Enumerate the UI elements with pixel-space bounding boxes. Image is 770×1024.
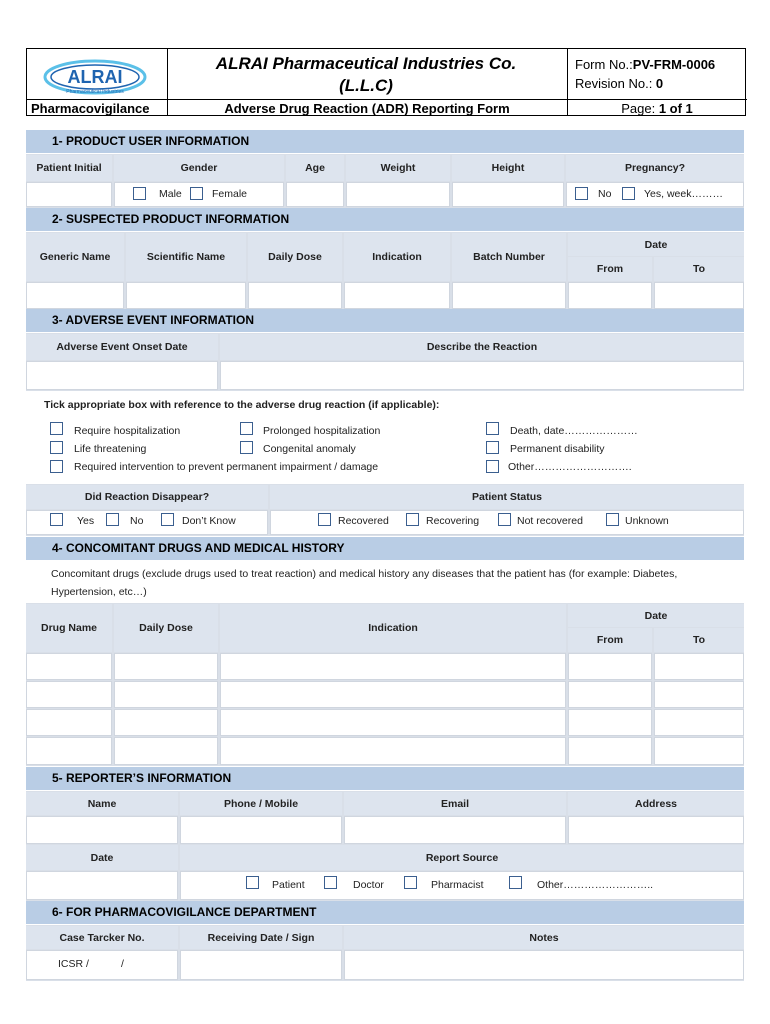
drug-row3-from[interactable] — [568, 709, 652, 736]
recovered-label: Recovered — [338, 515, 389, 527]
section6-title: 6- FOR PHARMACOVIGILANCE DEPARTMENT — [26, 901, 744, 924]
concomitant-note-line1: Concomitant drugs (exclude drugs used to treat reaction) and medical history any diseases that the patient has (for example: Diabetes, — [51, 568, 678, 580]
drug-row3-name[interactable] — [26, 709, 112, 736]
reporter-name-field[interactable] — [26, 816, 178, 844]
indication-field[interactable] — [344, 282, 450, 309]
col-gender: Gender — [114, 155, 284, 181]
drug-row2-name[interactable] — [26, 681, 112, 708]
col-concomitant-dose: Daily Dose — [114, 604, 218, 652]
logo-tagline: Pharmaceutical Industries — [66, 89, 124, 95]
prolonged-label: Prolonged hospitalization — [263, 425, 381, 437]
notes-field[interactable] — [344, 950, 744, 980]
col-receiving-date: Receiving Date / Sign — [180, 926, 342, 949]
other-reaction-label: Other………………………. — [508, 461, 632, 473]
male-label: Male — [159, 188, 182, 200]
col-report-date: Date — [26, 845, 178, 870]
disappear-yes-checkbox[interactable] — [50, 513, 63, 526]
drug-row4-to[interactable] — [654, 737, 744, 765]
drug-row2-from[interactable] — [568, 681, 652, 708]
source-other-label: Other…………………….. — [537, 879, 654, 891]
pregnancy-no-label: No — [598, 188, 612, 200]
col-pregnancy: Pregnancy? — [566, 155, 744, 181]
col-concomitant-from: From — [568, 628, 652, 652]
unknown-label: Unknown — [625, 515, 669, 527]
prolonged-checkbox[interactable] — [240, 422, 253, 435]
drug-row4-from[interactable] — [568, 737, 652, 765]
disappear-no-label: No — [130, 515, 144, 527]
col-date-to: To — [654, 257, 744, 281]
pregnancy-yes-label: Yes, week……… — [644, 188, 723, 200]
drug-row4-dose[interactable] — [114, 737, 218, 765]
disappear-dont-know-label: Don’t Know — [182, 515, 236, 527]
col-case-tracker: Case Tarcker No. — [26, 926, 178, 949]
col-date-from: From — [568, 257, 652, 281]
drug-row1-name[interactable] — [26, 653, 112, 680]
male-checkbox[interactable] — [133, 187, 146, 200]
col-patient-status: Patient Status — [270, 485, 744, 509]
congenital-checkbox[interactable] — [240, 441, 253, 454]
hospitalization-label: Require hospitalization — [74, 425, 181, 437]
col-age: Age — [286, 155, 344, 181]
drug-row1-to[interactable] — [654, 653, 744, 680]
drug-row3-indication[interactable] — [220, 709, 566, 736]
company-logo — [37, 53, 157, 97]
drug-row1-from[interactable] — [568, 653, 652, 680]
report-date-field[interactable] — [26, 871, 178, 900]
source-doctor-checkbox[interactable] — [324, 876, 337, 889]
drug-row2-indication[interactable] — [220, 681, 566, 708]
source-doctor-label: Doctor — [353, 879, 384, 891]
drug-row3-to[interactable] — [654, 709, 744, 736]
recovering-checkbox[interactable] — [406, 513, 419, 526]
col-generic-name: Generic Name — [26, 233, 124, 281]
life-threatening-label: Life threatening — [74, 443, 147, 455]
source-pharmacist-label: Pharmacist — [431, 879, 484, 891]
recovered-checkbox[interactable] — [318, 513, 331, 526]
section4-title: 4- CONCOMITANT DRUGS AND MEDICAL HISTORY — [26, 537, 744, 560]
col-indication: Indication — [344, 233, 450, 281]
revision-number: Revision No.: 0 — [575, 76, 664, 91]
drug-row1-indication[interactable] — [220, 653, 566, 680]
col-reporter-email: Email — [344, 792, 566, 815]
pregnancy-yes-checkbox[interactable] — [622, 187, 635, 200]
drug-row3-dose[interactable] — [114, 709, 218, 736]
onset-date-field[interactable] — [26, 361, 218, 390]
col-date: Date — [568, 233, 744, 256]
col-describe-reaction: Describe the Reaction — [220, 334, 744, 360]
col-reporter-name: Name — [26, 792, 178, 815]
col-concomitant-indication: Indication — [220, 604, 566, 652]
section3-title: 3- ADVERSE EVENT INFORMATION — [26, 309, 744, 332]
form-header — [26, 48, 746, 116]
source-pharmacist-checkbox[interactable] — [404, 876, 417, 889]
drug-row2-to[interactable] — [654, 681, 744, 708]
col-batch-number: Batch Number — [452, 233, 566, 281]
drug-row4-indication[interactable] — [220, 737, 566, 765]
drug-row1-dose[interactable] — [114, 653, 218, 680]
col-reaction-disappear: Did Reaction Disappear? — [26, 485, 268, 509]
col-reporter-phone: Phone / Mobile — [180, 792, 342, 815]
hospitalization-checkbox[interactable] — [50, 422, 63, 435]
reporter-address-field[interactable] — [568, 816, 744, 844]
section2-title: 2- SUSPECTED PRODUCT INFORMATION — [26, 208, 744, 231]
col-patient-initial: Patient Initial — [26, 155, 112, 181]
tick-instruction: Tick appropriate box with reference to the adverse drug reaction (if applicable): — [44, 399, 440, 411]
permanent-disability-checkbox[interactable] — [486, 441, 499, 454]
concomitant-note-line2: Hypertension, etc…) — [51, 586, 147, 598]
form-title: Adverse Drug Reaction (ADR) Reporting Form — [224, 101, 510, 116]
disappear-dont-know-checkbox[interactable] — [161, 513, 174, 526]
not-recovered-label: Not recovered — [517, 515, 583, 527]
disappear-no-checkbox[interactable] — [106, 513, 119, 526]
company-name-line2: (L.L.C) — [339, 76, 393, 95]
weight-field[interactable] — [346, 182, 450, 207]
disappear-yes-label: Yes — [77, 515, 95, 527]
not-recovered-checkbox[interactable] — [498, 513, 511, 526]
source-other-checkbox[interactable] — [509, 876, 522, 889]
life-threatening-checkbox[interactable] — [50, 441, 63, 454]
section5-title: 5- REPORTER’S INFORMATION — [26, 767, 744, 790]
icsr-prefix: ICSR / — [58, 958, 89, 970]
col-drug-name: Drug Name — [26, 604, 112, 652]
section1-title: 1- PRODUCT USER INFORMATION — [26, 130, 744, 153]
logo-text: ALRAI — [67, 67, 123, 87]
generic-name-field[interactable] — [26, 282, 124, 309]
describe-reaction-field[interactable] — [220, 361, 744, 390]
col-notes: Notes — [344, 926, 744, 949]
col-onset-date: Adverse Event Onset Date — [26, 334, 218, 360]
case-tracker-field[interactable] — [26, 950, 178, 980]
death-checkbox[interactable] — [486, 422, 499, 435]
source-patient-checkbox[interactable] — [246, 876, 259, 889]
col-reporter-address: Address — [568, 792, 744, 815]
scientific-name-field[interactable] — [126, 282, 246, 309]
daily-dose-field[interactable] — [248, 282, 342, 309]
female-checkbox[interactable] — [190, 187, 203, 200]
reporter-phone-field[interactable] — [180, 816, 342, 844]
height-field[interactable] — [452, 182, 564, 207]
congenital-label: Congenital anomaly — [263, 443, 356, 455]
col-height: Height — [452, 155, 564, 181]
col-concomitant-date: Date — [568, 604, 744, 627]
intervention-checkbox[interactable] — [50, 460, 63, 473]
reporter-email-field[interactable] — [344, 816, 566, 844]
death-label: Death, date………………… — [510, 425, 638, 437]
patient-initial-field[interactable] — [26, 182, 112, 207]
col-weight: Weight — [346, 155, 450, 181]
col-scientific-name: Scientific Name — [126, 233, 246, 281]
drug-row4-name[interactable] — [26, 737, 112, 765]
age-field[interactable] — [286, 182, 344, 207]
source-patient-label: Patient — [272, 879, 305, 891]
receiving-date-field[interactable] — [180, 950, 342, 980]
col-report-source: Report Source — [180, 845, 744, 870]
drug-row2-dose[interactable] — [114, 681, 218, 708]
unknown-checkbox[interactable] — [606, 513, 619, 526]
col-concomitant-to: To — [654, 628, 744, 652]
permanent-disability-label: Permanent disability — [510, 443, 605, 455]
female-label: Female — [212, 188, 248, 200]
pregnancy-no-checkbox[interactable] — [575, 187, 588, 200]
form-number: Form No.:PV-FRM-0006 — [575, 57, 716, 72]
page-number: Page: 1 of 1 — [621, 101, 693, 116]
other-reaction-checkbox[interactable] — [486, 460, 499, 473]
intervention-label: Required intervention to prevent permanent impairment / damage — [74, 461, 379, 473]
col-daily-dose: Daily Dose — [248, 233, 342, 281]
date-to-field[interactable] — [654, 282, 744, 309]
icsr-slash: / — [121, 958, 124, 970]
batch-number-field[interactable] — [452, 282, 566, 309]
department-label: Pharmacovigilance — [31, 101, 150, 116]
recovering-label: Recovering — [426, 515, 480, 527]
date-from-field[interactable] — [568, 282, 652, 309]
company-name-line1: ALRAI Pharmaceutical Industries Co. — [215, 54, 517, 73]
